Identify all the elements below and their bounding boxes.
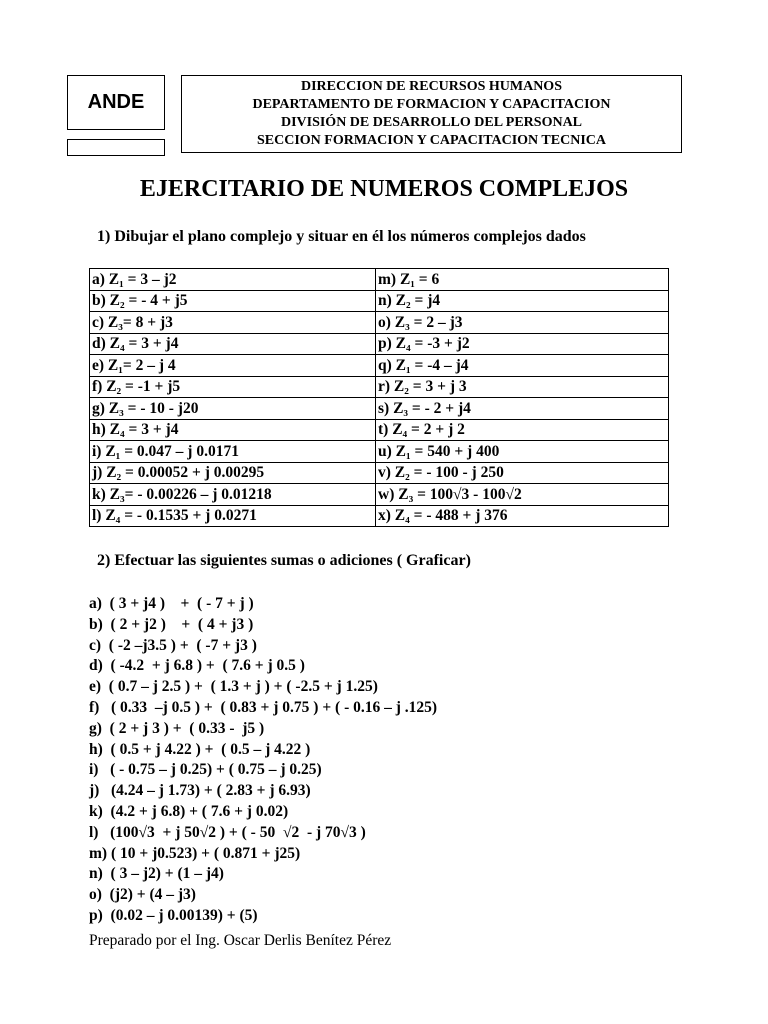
table-row — [90, 269, 669, 291]
footer-author: Preparado por el Ing. Oscar Derlis Benítez Pérez — [89, 932, 392, 949]
table-row — [90, 441, 669, 463]
list-item: d) ( -4.2 + j 6.8 ) + ( 7.6 + j 0.5 ) — [89, 657, 305, 675]
complex-numbers-table — [89, 268, 669, 527]
list-item: e) ( 0.7 – j 2.5 ) + ( 1.3 + j ) + ( -2.5 + j 1.25) — [89, 678, 378, 696]
logo-sub-box — [67, 139, 165, 156]
list-item: c) ( -2 –j3.5 ) + ( -7 + j3 ) — [89, 636, 257, 654]
table-cell: d) Z₄ = 3 + j4 — [90, 333, 376, 355]
table-cell: q) Z₁ = -4 – j4 — [376, 355, 669, 377]
list-item: f) ( 0.33 –j 0.5 ) + ( 0.83 + j 0.75 ) + ( - 0.16 – j .125) — [89, 698, 438, 716]
table-cell: l) Z₄ = - 0.1535 + j 0.0271 — [90, 505, 376, 527]
table-cell: w) Z₃ = 100√3 - 100√2 — [376, 484, 669, 506]
list-item: o) (j2) + (4 – j3) — [89, 886, 196, 904]
table-cell: r) Z₂ = 3 + j 3 — [376, 376, 669, 398]
table-cell: t) Z₄ = 2 + j 2 — [376, 419, 669, 441]
table-row — [90, 505, 669, 527]
header-box — [181, 75, 682, 153]
list-item: k) (4.2 + j 6.8) + ( 7.6 + j 0.02) — [89, 802, 289, 820]
table-cell: g) Z₃ = - 10 - j20 — [90, 398, 376, 420]
header-line-1: DIRECCION DE RECURSOS HUMANOS — [301, 79, 562, 94]
list-item: i) ( - 0.75 – j 0.25) + ( 0.75 – j 0.25) — [89, 761, 322, 779]
table-row — [90, 333, 669, 355]
list-item: a) ( 3 + j4 ) + ( - 7 + j ) — [89, 595, 254, 612]
logo-text: ANDE — [87, 91, 145, 113]
header-line-2: DEPARTAMENTO DE FORMACION Y CAPACITACION — [252, 97, 611, 112]
table-row — [90, 312, 669, 334]
question-1: 1) Dibujar el plano complejo y situar en él los números complejos dados — [97, 228, 586, 245]
header-line-3: DIVISIÓN DE DESARROLLO DEL PERSONAL — [280, 115, 583, 130]
table-cell: s) Z₃ = - 2 + j4 — [376, 398, 669, 420]
table-cell: u) Z₁ = 540 + j 400 — [376, 441, 669, 463]
table-row — [90, 484, 669, 506]
page-title: EJERCITARIO DE NUMEROS COMPLEJOS — [139, 176, 629, 202]
table-cell: k) Z₃= - 0.00226 – j 0.01218 — [90, 484, 376, 506]
table-row — [90, 355, 669, 377]
table-cell: c) Z₃= 8 + j3 — [90, 312, 376, 334]
sums-list — [89, 594, 437, 927]
list-item: g) ( 2 + j 3 ) + ( 0.33 - j5 ) — [89, 719, 265, 737]
list-item: p) (0.02 – j 0.00139) + (5) — [89, 906, 258, 924]
table-cell: i) Z₁ = 0.047 – j 0.0171 — [90, 441, 376, 463]
table-cell: p) Z₄ = -3 + j2 — [376, 333, 669, 355]
table-cell: e) Z₁= 2 – j 4 — [90, 355, 376, 377]
header-line-4: SECCION FORMACION Y CAPACITACION TECNICA — [257, 133, 606, 148]
table-row — [90, 398, 669, 420]
table-row — [90, 376, 669, 398]
table-row — [90, 419, 669, 441]
list-item: b) ( 2 + j2 ) + ( 4 + j3 ) — [89, 615, 254, 633]
table-cell: a) Z₁ = 3 – j2 — [90, 269, 376, 291]
table-cell: h) Z₄ = 3 + j4 — [90, 419, 376, 441]
table-cell: o) Z₃ = 2 – j3 — [376, 312, 669, 334]
list-item: m) ( 10 + j0.523) + ( 0.871 + j25) — [89, 844, 301, 862]
table-row — [90, 290, 669, 312]
table-cell: j) Z₂ = 0.00052 + j 0.00295 — [90, 462, 376, 484]
table-cell: b) Z₂ = - 4 + j5 — [90, 290, 376, 312]
table-cell: x) Z₄ = - 488 + j 376 — [376, 505, 669, 527]
logo-box — [67, 75, 165, 130]
list-item: h) ( 0.5 + j 4.22 ) + ( 0.5 – j 4.22 ) — [89, 740, 311, 758]
list-item: n) ( 3 – j2) + (1 – j4) — [89, 865, 224, 883]
table-cell: f) Z₂ = -1 + j5 — [90, 376, 376, 398]
table-cell: m) Z₁ = 6 — [376, 269, 669, 291]
table-row — [90, 462, 669, 484]
question-2: 2) Efectuar las siguientes sumas o adiciones ( Graficar) — [97, 552, 471, 569]
table-cell: n) Z₂ = j4 — [376, 290, 669, 312]
list-item: j) (4.24 – j 1.73) + ( 2.83 + j 6.93) — [89, 782, 311, 800]
table-cell: v) Z₂ = - 100 - j 250 — [376, 462, 669, 484]
list-item: l) (100√3 + j 50√2 ) + ( - 50 √2 - j 70√3 ) — [89, 823, 366, 841]
